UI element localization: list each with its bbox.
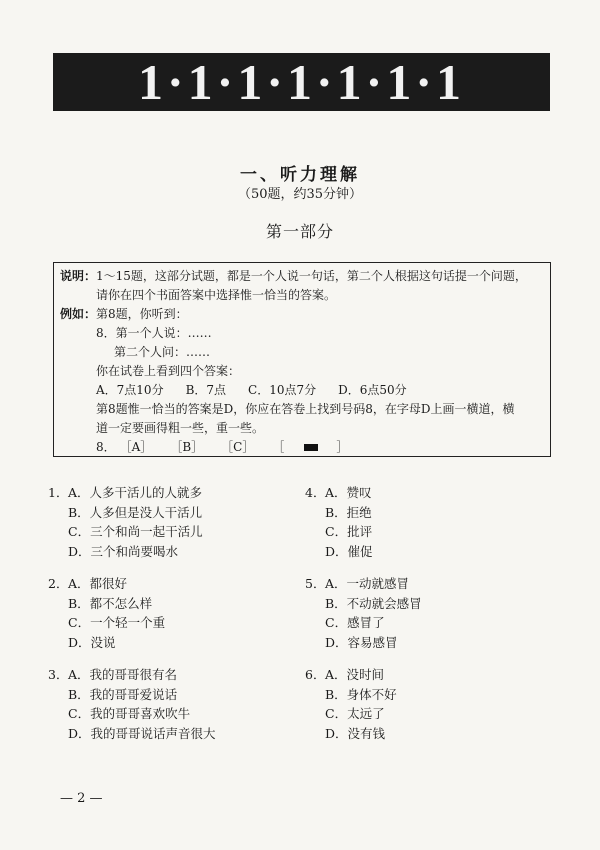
question-number: 5． — [305, 576, 326, 591]
sheet-number: 8． — [96, 440, 116, 454]
option-d[interactable]: D．没说 — [68, 634, 116, 650]
see-four-line: 你在试卷上看到四个答案： — [96, 364, 241, 378]
option-c[interactable]: C．太远了 — [325, 706, 385, 721]
option-b[interactable]: B．身体不好 — [325, 686, 397, 702]
question-6 — [305, 665, 397, 743]
question-3 — [48, 665, 216, 743]
option-b[interactable]: B．都不怎么样 — [68, 595, 153, 611]
answer-sheet-example — [96, 438, 366, 457]
option-c[interactable]: C．感冒了 — [325, 615, 385, 630]
option-c[interactable]: C．三个和尚一起干活儿 — [68, 524, 203, 539]
instructions-desc-line1 — [60, 267, 527, 286]
sheet-d — [272, 438, 366, 457]
option-d[interactable]: D．三个和尚要喝水 — [68, 543, 179, 559]
speaker1-line: 8．第一个人说：…… — [96, 326, 212, 340]
option-d[interactable]: D．没有钱 — [325, 725, 386, 741]
instructions-example-line — [60, 305, 188, 324]
option-a[interactable]: A．一动就感冒 — [325, 576, 410, 591]
example-answer-b: B．7点 — [185, 383, 227, 397]
option-a[interactable]: A．赞叹 — [325, 485, 372, 500]
option-d[interactable]: D．容易感冒 — [325, 634, 398, 650]
desc-text-1: 1～15题，这部分试题，都是一个人说一句话，第二个人根据这句话提一个问题， — [96, 269, 527, 283]
option-b[interactable]: B．不动就会感冒 — [325, 595, 422, 611]
sheet-c: ［C］ — [221, 440, 255, 454]
example-label: 例如： — [60, 307, 97, 321]
filled-mark — [304, 444, 318, 451]
desc-label: 说明： — [60, 269, 97, 283]
header-banner — [53, 53, 550, 111]
option-a[interactable]: A．人多干活儿的人就多 — [68, 485, 203, 500]
question-4 — [305, 483, 373, 561]
option-c[interactable]: C．批评 — [325, 524, 373, 539]
option-c[interactable]: C．我的哥哥喜欢吹牛 — [68, 706, 191, 721]
sheet-a: ［A］ — [119, 440, 153, 454]
question-number: 1． — [48, 485, 69, 500]
desc-text-2: 请你在四个书面答案中选择惟一恰当的答案。 — [96, 288, 337, 302]
option-b[interactable]: B．拒绝 — [325, 504, 372, 520]
question-number: 4． — [305, 485, 326, 500]
explain-line1: 第8题惟一恰当的答案是D，你应在答卷上找到号码8，在字母D上画一横道，横 — [96, 402, 515, 416]
example-answer-a: A．7点10分 — [96, 383, 164, 397]
banner-text: 1·1·1·1·1·1·1 — [137, 54, 466, 110]
question-5 — [305, 574, 422, 652]
page-number: — 2 — — [60, 791, 103, 806]
part-title: 第一部分 — [265, 222, 334, 241]
example-heard: 第8题，你听到： — [96, 307, 188, 321]
example-answers — [96, 381, 429, 400]
option-d[interactable]: D．我的哥哥说话声音很大 — [68, 725, 216, 741]
section-subtitle: （50题，约35分钟） — [237, 187, 363, 202]
sheet-d-close: ］ — [336, 440, 349, 454]
question-number: 6． — [305, 667, 326, 682]
sheet-d-open: ［ — [272, 440, 285, 454]
sheet-b: ［B］ — [170, 440, 204, 454]
question-number: 2． — [48, 576, 69, 591]
question-2 — [48, 574, 165, 652]
speaker2-line: 第二个人问：…… — [114, 345, 211, 359]
option-d[interactable]: D．催促 — [325, 543, 373, 559]
example-answer-d: D．6点50分 — [338, 383, 407, 397]
section-title: 一、听力理解 — [240, 165, 360, 185]
option-a[interactable]: A．没时间 — [325, 667, 385, 682]
instructions-box — [53, 262, 551, 457]
explain-line2: 道一定要画得粗一些，重一些。 — [96, 421, 265, 435]
option-a[interactable]: A．我的哥哥很有名 — [68, 667, 178, 682]
option-b[interactable]: B．我的哥哥爱说话 — [68, 686, 178, 702]
option-b[interactable]: B．人多但是没人干活儿 — [68, 504, 203, 520]
question-1 — [48, 483, 203, 561]
example-answer-c: C．10点7分 — [248, 383, 317, 397]
question-number: 3． — [48, 667, 69, 682]
option-a[interactable]: A．都很好 — [68, 576, 128, 591]
option-c[interactable]: C．一个轻一个重 — [68, 615, 166, 630]
